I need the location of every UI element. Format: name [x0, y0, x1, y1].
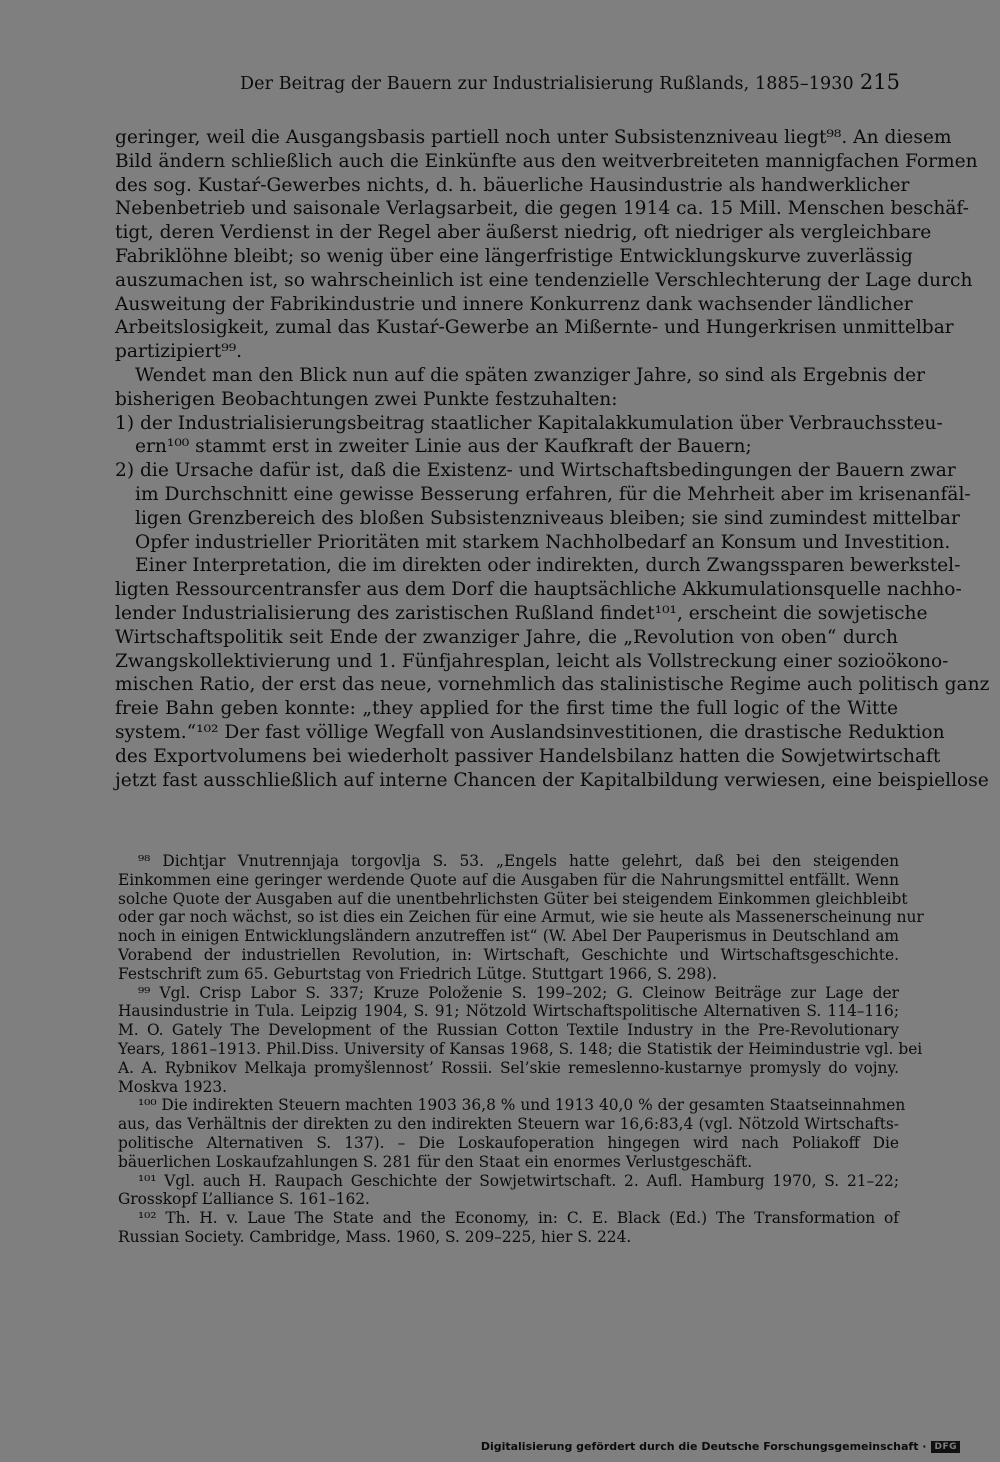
text-line: auszumachen ist, so wahrscheinlich ist eine tendenzielle Verschlechterung der Lage durch — [115, 269, 973, 291]
text-line: Wendet man den Blick nun auf die späten zwanziger Jahre, so sind als Ergebnis der — [135, 364, 926, 386]
text-line: ligten Ressourcentransfer aus dem Dorf die hauptsächliche Akkumulationsquelle nachho- — [115, 579, 962, 601]
footnote-line: Vorabend der industriellen Revolution, in: Wirtschaft, Geschichte und Wirtschaftsgeschichte. — [118, 945, 899, 964]
text-line: ligen Grenzbereich des bloßen Subsistenzniveaus bleiben; sie sind zumindest mittelbar — [135, 507, 960, 529]
text-line: freie Bahn geben konnte: „they applied for the first time the full logic of the Witte — [115, 698, 898, 720]
running-header — [240, 70, 900, 102]
text-line: geringer, weil die Ausgangsbasis partiell noch unter Subsistenzniveau liegt⁹⁸. An diesem — [115, 127, 952, 148]
credit-text: Digitalisierung gefördert durch die Deutsche Forschungsgemeinschaft · — [480, 1440, 927, 1453]
footnote-line: Russian Society. Cambridge, Mass. 1960, S. 209–225, hier S. 224. — [118, 1227, 632, 1246]
page-number: 215 — [859, 70, 900, 94]
footnote-98: ⁹⁸ Dichtjar Vnutrennjaja torgovlja S. 53. „Engels hatte gelehrt, daß bei den steigenden — [138, 852, 899, 870]
footnote-line: M. O. Gately The Development of the Russian Cotton Textile Industry in the Pre-Revolutionary — [118, 1021, 899, 1040]
footnote-line: noch in einigen Entwicklungsländern anzutreffen ist“ (W. Abel Der Pauperismus in Deutschland am — [118, 927, 899, 946]
footnote-line: oder gar noch wächst, so ist dies ein Zeichen für eine Armut, wie sie heute als Massenerscheinung nur — [118, 908, 924, 927]
footnote-line: Moskva 1923. — [118, 1077, 228, 1096]
text-line: Arbeitslosigkeit, zumal das Kustaŕ-Gewerbe an Mißernte- und Hungerkrisen unmittelbar — [115, 317, 954, 339]
text-line: tigt, deren Verdienst in der Regel aber äußerst niedrig, oft niedriger als vergleichbare — [115, 222, 932, 244]
footnote-line: Grosskopf L’alliance S. 161–162. — [118, 1190, 370, 1209]
text-line: partizipiert⁹⁹. — [115, 341, 243, 363]
footnote-line: Einkommen eine geringer werdende Quote auf die Ausgaben für die Nahrungsmittel entfällt. Wenn — [118, 870, 899, 889]
footnotes — [118, 852, 924, 1247]
running-title: Der Beitrag der Bauern zur Industrialisierung Rußlands, 1885–1930 — [240, 74, 854, 94]
text-line: Opfer industrieller Prioritäten mit starkem Nachholbedarf an Konsum und Investition. — [135, 531, 951, 553]
footnote-line: aus, das Verhältnis der direkten zu den indirekten Steuern war 16,6:83,4 (vgl. Nötzold Wirtschafts- — [118, 1115, 899, 1134]
dfg-logo: DFG — [931, 1441, 960, 1453]
text-line: Nebenbetrieb und saisonale Verlagsarbeit, die gegen 1914 ca. 15 Mill. Menschen beschäf- — [115, 198, 969, 220]
footnote-line: Festschrift zum 65. Geburtstag von Friedrich Lütge. Stuttgart 1966, S. 298). — [118, 964, 718, 983]
footnote-line: bäuerlichen Loskaufzahlungen S. 281 für den Staat ein enormes Verlustgeschäft. — [118, 1152, 753, 1171]
footnote-line: politische Alternativen S. 137). – Die Loskaufoperation hingegen wird nach Poliakoff Die — [118, 1133, 899, 1152]
text-line: Fabriklöhne bleibt; so wenig über eine längerfristige Entwicklungskurve zuverlässig — [115, 245, 913, 267]
list-item-2: 2) die Ursache dafür ist, daß die Existenz- und Wirtschaftsbedingungen der Bauern zwar — [115, 460, 956, 482]
text-line: des sog. Kustaŕ-Gewerbes nichts, d. h. bäuerliche Hausindustrie als handwerklicher — [115, 174, 910, 196]
text-line: Wirtschaftspolitik seit Ende der zwanziger Jahre, die „Revolution von oben“ durch — [115, 626, 898, 648]
list-item-1: 1) der Industrialisierungsbeitrag staatlicher Kapitalakkumulation über Verbrauchssteu- — [115, 412, 943, 434]
footnote-101: ¹⁰¹ Vgl. auch H. Raupach Geschichte der Sowjetwirtschaft. 2. Aufl. Hamburg 1970, S. 21–22; — [138, 1171, 899, 1190]
text-line: im Durchschnitt eine gewisse Besserung erfahren, für die Mehrheit aber im krisenanfäl- — [135, 483, 971, 505]
text-line: Einer Interpretation, die im direkten oder indirekten, durch Zwangssparen bewerkstel- — [135, 555, 961, 577]
text-line: system.“¹⁰² Der fast völlige Wegfall von Auslandsinvestitionen, die drastische Reduktion — [115, 721, 945, 743]
footnote-102: ¹⁰² Th. H. v. Laue The State and the Economy, in: C. E. Black (Ed.) The Transformation of — [138, 1209, 899, 1228]
text-line: Zwangskollektivierung und 1. Fünfjahresplan, leicht als Vollstreckung einer sozioökono- — [115, 650, 949, 672]
text-line: bisherigen Beobachtungen zwei Punkte festzuhalten: — [115, 388, 618, 410]
footnote-line: solche Quote der Ausgaben auf die unentbehrlichsten Güter bei steigendem Einkommen gleichbleibt — [118, 889, 908, 908]
text-line: Ausweitung der Fabrikindustrie und innere Konkurrenz dank wachsender ländlicher — [115, 293, 913, 315]
footnote-99: ⁹⁹ Vgl. Crisp Labor S. 337; Kruze Položenie S. 199–202; G. Cleinow Beiträge zur Lage der — [138, 983, 899, 1002]
footnote-line: A. A. Rybnikov Melkaja promyšlennost’ Rossii. Sel’skie remeslenno-kustarnye promysly do vojny. — [118, 1058, 899, 1077]
text-line: jetzt fast ausschließlich auf interne Chancen der Kapitalbildung verwiesen, eine beispiellose — [115, 769, 989, 791]
footnote-line: Years, 1861–1913. Phil.Diss. University of Kansas 1968, S. 148; die Statistik der Heimindustrie vgl. bei — [118, 1039, 923, 1058]
text-line: des Exportvolumens bei wiederholt passiver Handelsbilanz hatten die Sowjetwirtschaft — [115, 745, 941, 767]
text-line: Bild ändern schließlich auch die Einkünfte aus den weitverbreiteten mannigfachen Formen — [115, 150, 978, 172]
footnote-100: ¹⁰⁰ Die indirekten Steuern machten 1903 36,8 % und 1913 40,0 % der gesamten Staatseinnahmen — [138, 1096, 906, 1115]
footnote-line: Hausindustrie in Tula. Leipzig 1904, S. 91; Nötzold Wirtschaftspolitische Alternativen S. 114–116; — [118, 1002, 899, 1021]
digitization-credit — [481, 1440, 960, 1453]
text-line: mischen Ratio, der erst das neue, vornehmlich das stalinistische Regime auch politisch ganz — [115, 674, 990, 696]
body-text — [115, 126, 990, 792]
text-line: lender Industrialisierung des zaristischen Rußland findet¹⁰¹, erscheint die sowjetische — [115, 602, 928, 624]
text-line: ern¹⁰⁰ stammt erst in zweiter Linie aus der Kaufkraft der Bauern; — [135, 436, 752, 458]
